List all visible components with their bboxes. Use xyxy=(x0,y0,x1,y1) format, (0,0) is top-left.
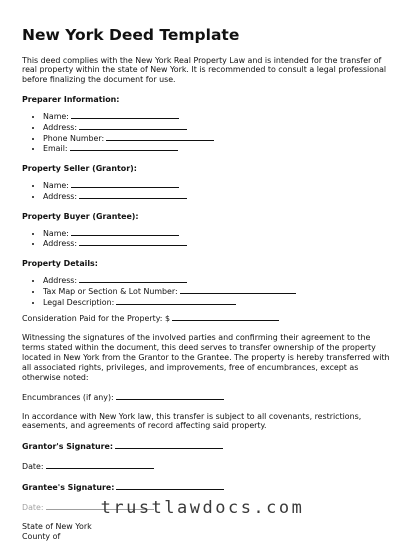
property-address-blank[interactable] xyxy=(79,275,187,283)
grantor-signature-line: Grantor's Signature: xyxy=(22,441,394,452)
property-taxmap-blank[interactable] xyxy=(180,286,296,294)
preparer-phone-field: • Phone Number: xyxy=(43,133,394,144)
encumbrances-line: Encumbrances (if any): xyxy=(22,392,394,403)
buyer-address-field: • Address: xyxy=(43,238,394,249)
preparer-email-field: • Email: xyxy=(43,143,394,154)
seller-heading: Property Seller (Grantor): xyxy=(22,164,137,174)
buyer-heading: Property Buyer (Grantee): xyxy=(22,211,139,221)
preparer-name-field: • Name: xyxy=(43,111,394,122)
property-legal-field: • Legal Description: xyxy=(43,297,394,308)
grantor-date-line: Date: xyxy=(22,461,394,472)
buyer-address-blank[interactable] xyxy=(79,238,187,246)
accordance-paragraph: In accordance with New York law, this transfer is subject to all covenants, restrictions, easements, and agreements of record affecting said property. xyxy=(22,411,362,431)
page-title: New York Deed Template xyxy=(22,26,240,44)
preparer-address-blank[interactable] xyxy=(79,122,187,130)
buyer-fields xyxy=(22,228,394,250)
seller-address-blank[interactable] xyxy=(79,191,187,199)
intro-paragraph: This deed complies with the New York Real Property Law and is intended for the transfer of real property within the state of New York. It is recommended to consult a legal professional before finalizing the document for use. xyxy=(22,55,387,85)
property-legal-blank[interactable] xyxy=(116,297,236,305)
grantor-signature-blank[interactable] xyxy=(115,441,223,449)
county-line: County of xyxy=(22,531,61,541)
property-fields xyxy=(22,275,394,307)
preparer-name-blank[interactable] xyxy=(71,111,179,119)
consideration-blank[interactable] xyxy=(172,313,279,321)
property-address-field: • Address: xyxy=(43,275,394,286)
consideration-line: Consideration Paid for the Property: $ xyxy=(22,313,394,324)
encumbrances-blank[interactable] xyxy=(116,392,224,400)
seller-name-blank[interactable] xyxy=(71,180,179,188)
seller-address-field: • Address: xyxy=(43,191,394,202)
seller-fields xyxy=(22,180,394,202)
grantee-signature-line: Grantee's Signature: xyxy=(22,482,394,493)
grantor-date-blank[interactable] xyxy=(46,461,154,469)
property-heading: Property Details: xyxy=(22,259,98,269)
deed-document xyxy=(22,26,394,542)
watermark: trustlawdocs.com xyxy=(0,498,405,519)
preparer-email-blank[interactable] xyxy=(70,143,178,151)
buyer-name-blank[interactable] xyxy=(71,228,179,236)
seller-name-field: • Name: xyxy=(43,180,394,191)
property-taxmap-field: • Tax Map or Section & Lot Number: xyxy=(43,286,394,297)
witness-paragraph: Witnessing the signatures of the involved parties and confirming their agreement to the terms stated within the document, this deed serves to transfer ownership of the property located in New York from the Grantor to the Grantee. The property is hereby transferred with all associated rights, privileges, and improvements, free of encumbrances, except as otherwise noted: xyxy=(22,333,390,382)
preparer-heading: Preparer Information: xyxy=(22,95,120,105)
preparer-address-field: • Address: xyxy=(43,122,394,133)
preparer-phone-blank[interactable] xyxy=(106,133,214,141)
buyer-name-field: • Name: xyxy=(43,228,394,239)
preparer-fields xyxy=(22,111,394,154)
state-line: State of New York xyxy=(22,521,92,531)
grantee-signature-blank[interactable] xyxy=(116,482,224,490)
